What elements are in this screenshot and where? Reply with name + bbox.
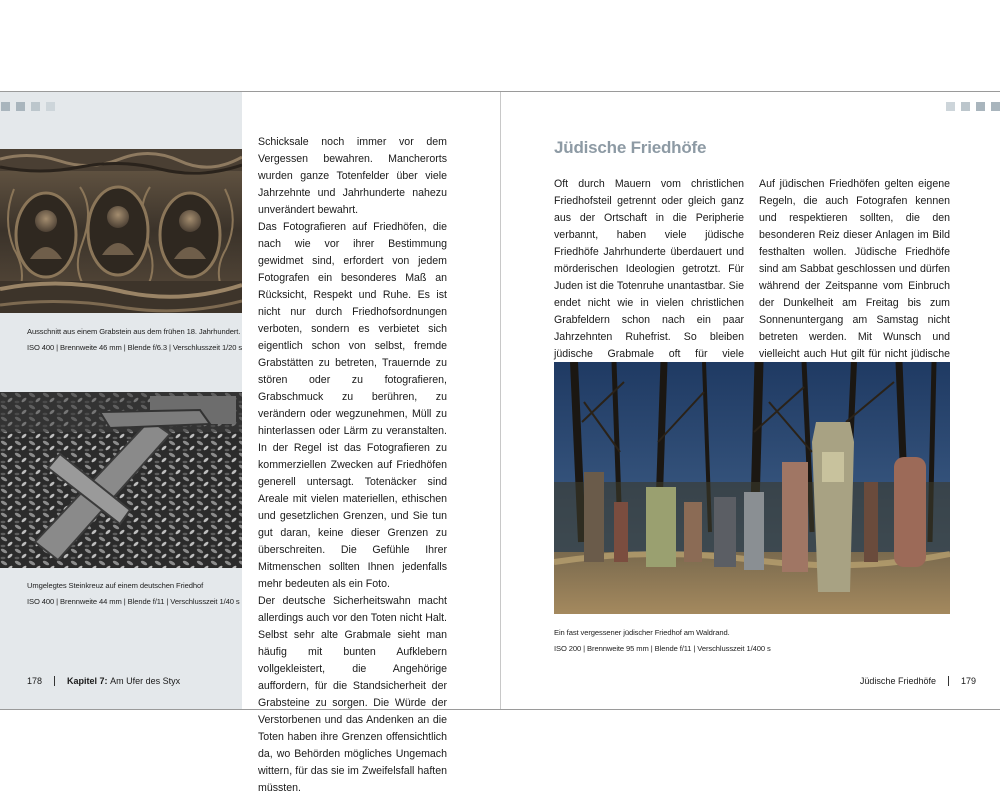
page-number: 178 [27, 676, 43, 686]
left-body-text [258, 134, 447, 797]
section-title: Jüdische Friedhöfe [859, 676, 936, 686]
caption-title: Ein fast vergessener jüdischer Friedhof am Waldrand. [554, 628, 730, 637]
left-footer [27, 676, 180, 686]
section-heading: Jüdische Friedhöfe [554, 138, 707, 157]
photo-ornate-relief [0, 149, 242, 313]
right-page [501, 92, 1000, 709]
left-page [0, 92, 500, 794]
book-spread [0, 91, 1000, 794]
page-number: 179 [960, 676, 976, 686]
decor-squares-left [1, 102, 55, 111]
paragraph: Das Fotografieren auf Friedhöfen, die nach wie vor ihrer Bestimmung gewidmet sind, erfordert von jedem Fotografen ein besonderes Maß an Rücksicht, Respekt und Ruhe. Es ist nicht nur durch Friedhofsordnungen verboten, sondern es verbietet sich eigentlich schon von selbst, fremde Grabstätten zu betreten, Trauernde zu stören oder zu fotografieren, Grabschmuck zu berühren, zu verändern oder wegzunehmen, Müll zu hinterlassen oder Lärm zu veranstalten. In der Regel ist das Fotografieren zu kommerziellen Zwecken auf Friedhöfen generell untersagt. Totenäcker sind Areale mit vielen materiellen, ethischen und gesetzlichen Grenzen, und Sie tun gut daran, keine dieser Grenzen zu überschreiten. Die Gefühle Ihrer Mitmenschen sollten Ihnen jedenfalls mehr bedeuten als ein Foto. [258, 221, 447, 590]
photo-cemetery [554, 362, 950, 614]
decor-squares-right [946, 102, 1000, 111]
footer-separator [948, 676, 949, 686]
footer-separator [54, 676, 55, 686]
caption-meta: ISO 400 | Brennweite 44 mm | Blende f/11 | Verschlusszeit 1/40 s [27, 597, 240, 606]
caption-title: Ausschnitt aus einem Grabstein aus dem frühen 18. Jahrhundert. [27, 327, 241, 336]
caption-photo-1 [27, 324, 243, 356]
caption-meta: ISO 200 | Brennweite 95 mm | Blende f/11 | Verschlusszeit 1/400 s [554, 644, 771, 653]
paragraph: Auf jüdischen Friedhöfen gelten eigene Regeln, die auch Fotografen kennen und respektieren sollten, die den besonderen Reiz dieser Anlagen im Bild festhalten wollen. Jüdische Friedhöfe sind am Sabbat geschlossen und dürfen während der Zeitspanne vom Einbruch der Dunkelheit am Freitag bis zum Sonnenuntergang am Samstag nicht betreten werden. Mit Wunsch und vielleicht auch Hut gilt für nicht jüdische [759, 178, 950, 360]
right-footer [860, 676, 976, 686]
caption-photo-2 [27, 578, 240, 610]
chapter-title: Am Ufer des Styx [110, 676, 181, 686]
paragraph: Oft durch Mauern vom christlichen Friedhofsteil getrennt oder gleich ganz aus der Ortschaft in die Peripherie verbannt, haben viele jüdische Friedhöfe Jahrhunderte überdauert und mörderischen Ideologien getrotzt. Für Juden ist die Totenruhe unantastbar. Sie endet nicht wie in vielen christlichen Grabfeldern schon nach ein paar Jahrzehnten Ruhefrist. So bleiben jüdische Grabmale oft für viele [554, 178, 744, 360]
chapter-label: Kapitel 7: [67, 676, 108, 686]
paragraph: Schicksale noch immer vor dem Vergessen bewahren. Mancherorts wurden ganze Totenfelder über viele Jahrzehnte und Jahrhunderte nahezu unverändert bewahrt. [258, 136, 447, 216]
caption-photo-cemetery [554, 625, 950, 657]
caption-title: Umgelegtes Steinkreuz auf einem deutschen Friedhof [27, 581, 204, 590]
paragraph: Der deutsche Sicherheitswahn macht allerdings auch vor den Toten nicht Halt. Selbst sehr alte Grabmale sieht man häufig mit bunten Aufklebern vollgekleistert, die Angehörige auffordern, für die Standsicherheit der Grabsteine zu sorgen. Die Würde der Verstorbenen und das Andenken an die Toten haben ihre Grenzen offensichtlich da, wo Behörden mögliches Ungemach wittern, für das sie im Zweifelsfall haften müssten. [258, 595, 447, 794]
photo-fallen-cross [0, 392, 242, 568]
caption-meta: ISO 400 | Brennweite 46 mm | Blende f/6.3 | Verschlusszeit 1/20 s [27, 343, 243, 352]
